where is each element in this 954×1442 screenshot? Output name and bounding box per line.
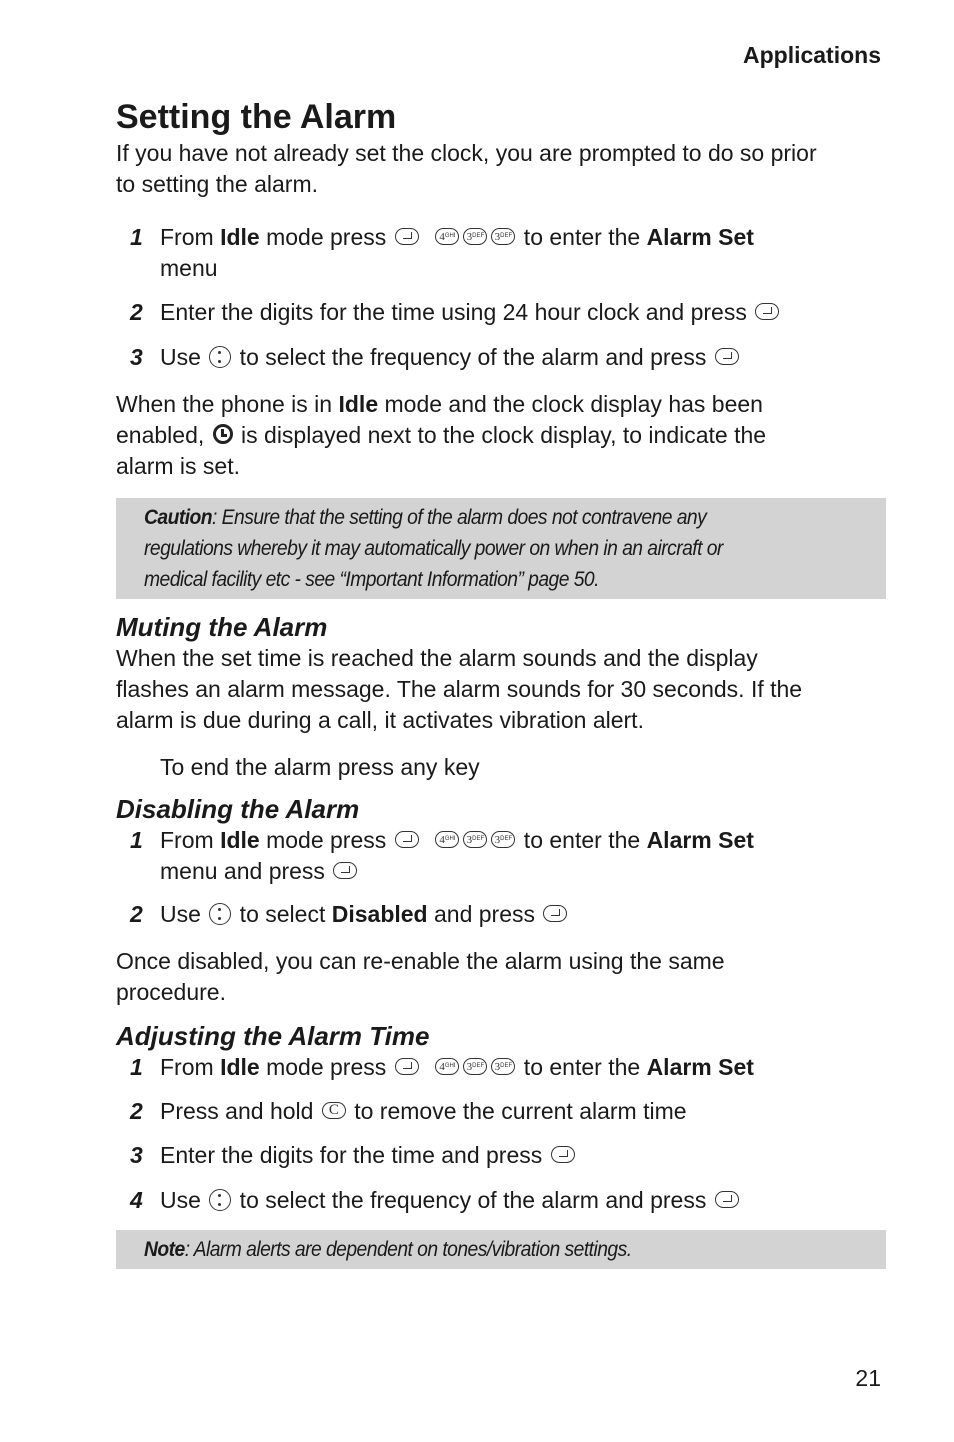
step-text: Use to select the frequency of the alarm and press: [160, 342, 886, 373]
intro-line-2: to setting the alarm.: [116, 171, 318, 197]
key-3-icon: $3^{DEF}$: [491, 228, 515, 245]
step-number: 2: [130, 299, 143, 325]
page-number: 21: [855, 1365, 881, 1391]
key-3-icon: $3^{DEF}$: [463, 831, 487, 848]
section-header: Applications: [742, 42, 881, 68]
setting-steps: [116, 222, 886, 373]
adjusting-steps: [116, 1052, 886, 1216]
disabling-after: Once disabled, you can re-enable the alarm using the same procedure.: [116, 948, 725, 1005]
step-text: From Idle mode press $4^{GHI}$ $3^{DEF}$ $3^{DEF}$ to enter the Alarm Set: [160, 1054, 754, 1080]
key-3-icon: $3^{DEF}$: [463, 1058, 487, 1075]
softkey-icon: [395, 831, 419, 848]
step-text: Use to select the frequency of the alarm and press: [160, 1185, 886, 1216]
step-number: 1: [130, 224, 143, 250]
disabling-steps: [116, 825, 886, 930]
step-text: Enter the digits for the time using 24 hour clock and press: [160, 297, 886, 328]
nav-key-icon: [209, 1189, 231, 1211]
page-content: Setting the Alarm If you have not already set the clock, you are prompted to do so prior to setting the alarm. 1 From Idle mode press $4^{GHI}$ $3^{DEF}$ $3^{DEF}$ to enter the Alarm Set menu 2 Enter the digits for the time using 24 hour clock and press 3 Use to select the frequency of the alarm and press When the phone is in Idle mode and the clock display has been enabled, is displayed next to the clock display, to indicate the alarm is set. Caution: Ensure that the setting of the alarm does not contravene any regulations whereby it may automatically power on when in an aircraft or medical facility etc - see “Important Information” page 50. Muting the Alarm When the set time is reached the alarm sounds and the display flashes an alarm message. The alarm sounds for 30 seconds. If the alarm is due during a call, it activates vibration alert. To end the alarm press any key Disabling the Alarm 1 From Idle mode press $4^{GHI}$ $3^{DEF}$ $3^{DEF}$ to enter the Alarm Set menu and press 2 Use to select Disabled and press Once disabled, you can re-enable the alarm using the same procedure. Adjusting the Alarm Time 1 From Idle mode press $4^{GHI}$ $3^{DEF}$ $3^{DEF}$ to enter the Alarm Set 2 Press and hold C to remove the current alarm time 3 Enter the digits for the time and press 4 Use to select the frequency of the alarm and press Note: Alarm alerts are dependent on tones/vibration settings.: [116, 96, 886, 1269]
adjusting-step-2: [116, 1096, 886, 1127]
softkey-icon: [395, 228, 419, 245]
nav-key-icon: [209, 346, 231, 368]
softkey-icon: [395, 1058, 419, 1075]
key-4-icon: $4^{GHI}$: [435, 228, 459, 245]
note-box: Note: Alarm alerts are dependent on tones/vibration settings.: [116, 1230, 886, 1269]
key-3-icon: $3^{DEF}$: [463, 228, 487, 245]
clear-key-icon: C: [322, 1102, 346, 1119]
step-text: Use to select Disabled and press: [160, 899, 886, 930]
caution-label: Caution: [144, 506, 213, 529]
adjusting-step-3: [116, 1140, 886, 1171]
softkey-icon: [755, 303, 779, 320]
disabling-heading: Disabling the Alarm: [116, 794, 360, 824]
key-3-icon: $3^{DEF}$: [491, 831, 515, 848]
page-title: Setting the Alarm: [116, 98, 397, 136]
alarm-clock-icon: [213, 424, 233, 444]
step-number: 2: [130, 901, 143, 927]
step-text: Enter the digits for the time and press: [160, 1140, 886, 1171]
adjusting-heading: Adjusting the Alarm Time: [116, 1021, 430, 1051]
setting-step-3: [116, 342, 886, 373]
step-number: 3: [130, 1142, 143, 1168]
idle-note: When the phone is in Idle mode and the clock display has been enabled, is displayed next to the clock display, to indicate the alarm is set.: [116, 391, 767, 479]
intro-line-1: If you have not already set the clock, you are prompted to do so prior: [116, 140, 817, 166]
setting-step-2: [116, 297, 886, 328]
key-4-icon: $4^{GHI}$: [435, 831, 459, 848]
step-number: 1: [130, 827, 143, 853]
muting-heading: Muting the Alarm: [116, 612, 328, 642]
step-number: 4: [130, 1187, 143, 1213]
step-number: 1: [130, 1054, 143, 1080]
adjusting-step-4: [116, 1185, 886, 1216]
key-3-icon: $3^{DEF}$: [491, 1058, 515, 1075]
adjusting-step-1: [116, 1052, 886, 1083]
softkey-icon: [333, 862, 357, 879]
step-text: Press and hold C to remove the current alarm time: [160, 1098, 687, 1124]
disabling-step-1: [116, 825, 886, 887]
step-text: From Idle mode press $4^{GHI}$ $3^{DEF}$ $3^{DEF}$ to enter the Alarm Set menu: [160, 224, 754, 281]
nav-key-icon: [209, 903, 231, 925]
end-alarm-text: To end the alarm press any key: [160, 754, 480, 780]
step-number: 2: [130, 1098, 143, 1124]
softkey-icon: [543, 905, 567, 922]
caution-box: Caution: Ensure that the setting of the alarm does not contravene any regulations whereby it may automatically power on when in an aircraft or medical facility etc - see “Important Information” page 50.: [116, 498, 886, 599]
softkey-icon: [715, 348, 739, 365]
softkey-icon: [715, 1191, 739, 1208]
softkey-icon: [551, 1146, 575, 1163]
disabling-step-2: [116, 899, 886, 930]
key-4-icon: $4^{GHI}$: [435, 1058, 459, 1075]
step-text: From Idle mode press $4^{GHI}$ $3^{DEF}$ $3^{DEF}$ to enter the Alarm Set menu and press: [160, 827, 754, 884]
step-number: 3: [130, 344, 143, 370]
setting-step-1: [116, 222, 886, 284]
note-label: Note: [144, 1238, 185, 1261]
